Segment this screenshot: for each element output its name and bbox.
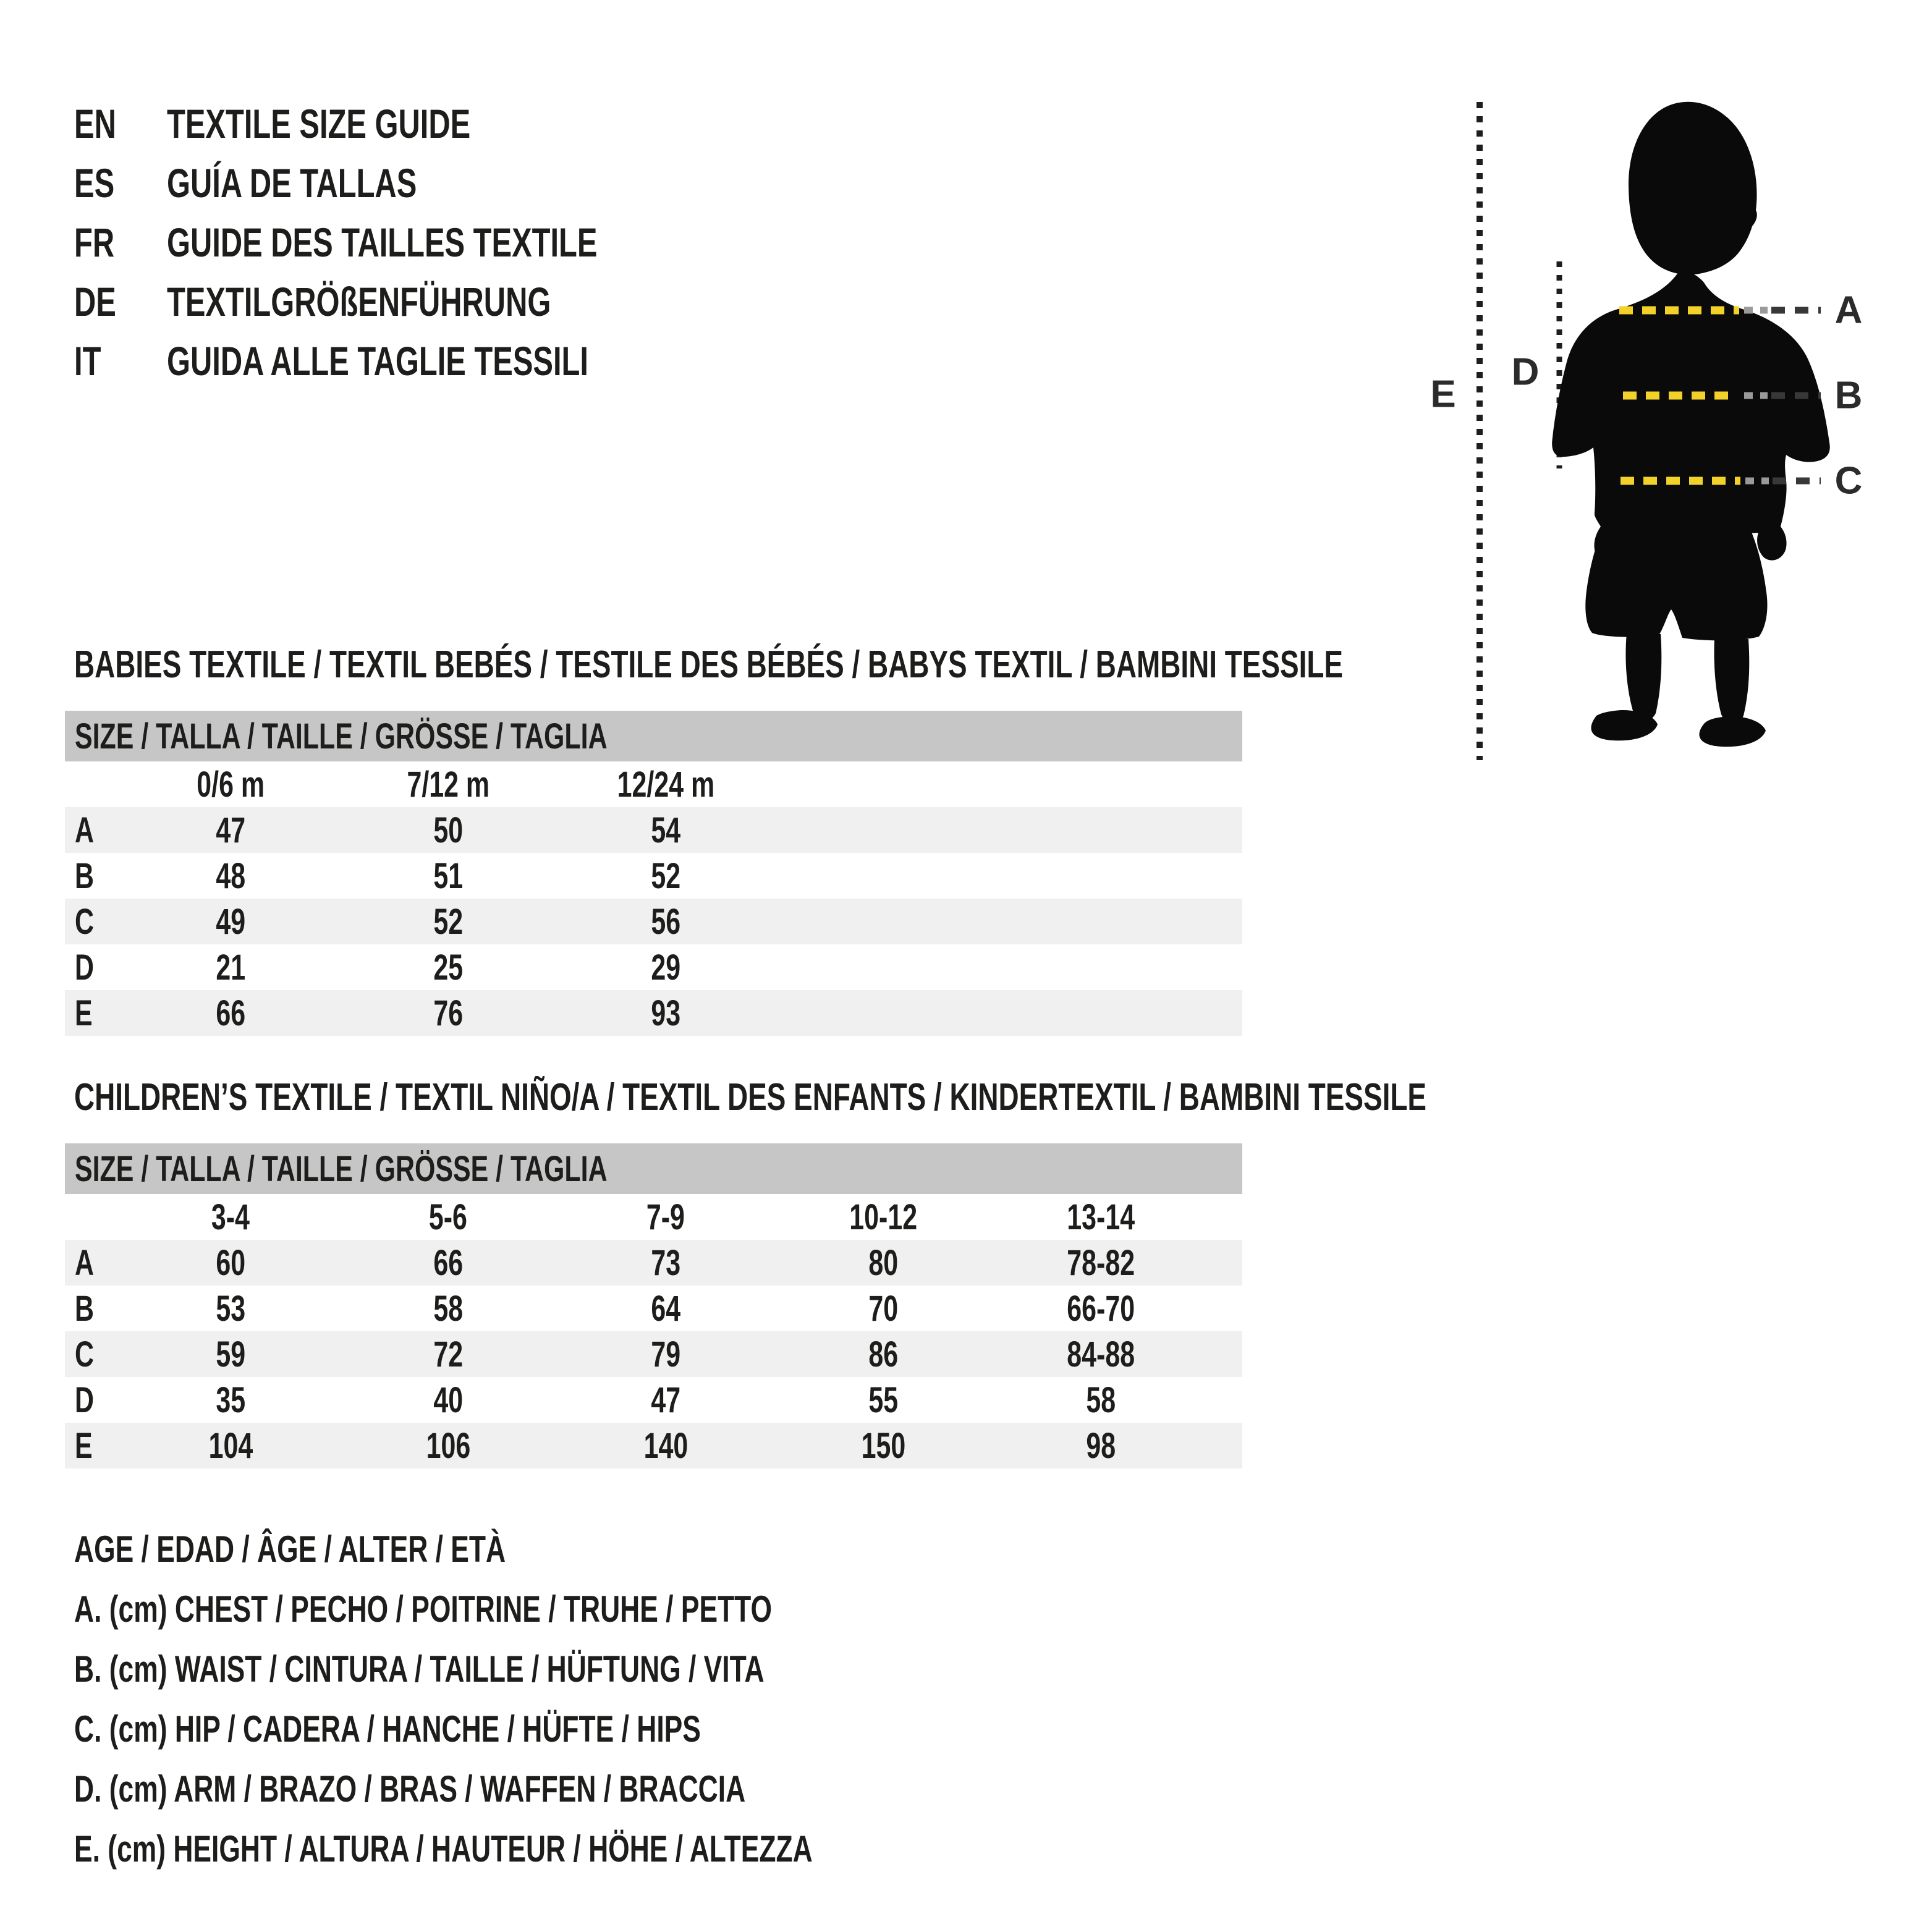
table-value: 54 [651, 810, 680, 850]
table-value: 79 [651, 1334, 680, 1375]
table-value: 73 [651, 1242, 680, 1283]
column-header: 12/24 m [617, 764, 714, 805]
table-value: 64 [651, 1288, 680, 1329]
table-value: 60 [216, 1242, 245, 1283]
table-value: 106 [426, 1425, 470, 1466]
table-value: 51 [433, 855, 463, 896]
column-header: 0/6 m [197, 764, 265, 805]
table-value: 50 [433, 810, 463, 850]
table-row [65, 807, 1242, 853]
babies-size-table [65, 711, 1242, 1036]
legend-line: A. (cm) CHEST / PECHO / POITRINE / TRUHE / PETTO [74, 1588, 773, 1630]
table-value: 53 [216, 1288, 245, 1329]
legend-line: C. (cm) HIP / CADERA / HANCHE / HÜFTE / HIPS [74, 1708, 701, 1750]
table-value: 70 [868, 1288, 898, 1329]
table-value: 35 [216, 1379, 245, 1420]
table-value: 21 [216, 947, 245, 988]
language-title: GUIDA ALLE TAGLIE TESSILI [167, 338, 588, 384]
language-list [74, 94, 748, 391]
column-header: 3-4 [211, 1197, 250, 1237]
table-value: 76 [433, 993, 463, 1033]
children-column-header-row [65, 1194, 1242, 1240]
row-label: E [75, 1425, 93, 1466]
language-title: GUIDE DES TAILLES TEXTILE [167, 219, 598, 265]
table-value: 29 [651, 947, 680, 988]
table-value: 58 [433, 1288, 463, 1329]
table-value: 49 [216, 901, 245, 942]
legend-line: E. (cm) HEIGHT / ALTURA / HAUTEUR / HÖHE / ALTEZZA [74, 1828, 813, 1870]
babies-section-title: BABIES TEXTILE / TEXTIL BEBÉS / TESTILE DES BÉBÉS / BABYS TEXTIL / BAMBINI TESSILE [74, 643, 1343, 686]
legend-line: AGE / EDAD / ÂGE / ALTER / ETÀ [74, 1528, 506, 1570]
table-value: 59 [216, 1334, 245, 1375]
language-code: ES [74, 160, 115, 206]
table-value: 40 [433, 1379, 463, 1420]
column-header: 10-12 [849, 1197, 917, 1237]
row-label: D [75, 947, 94, 988]
language-title: TEXTILGRÖßENFÜHRUNG [167, 279, 551, 324]
row-label: C [75, 901, 94, 942]
children-size-header-bar: SIZE / TALLA / TAILLE / GRÖSSE / TAGLIA [65, 1143, 1242, 1194]
table-value: 66-70 [1067, 1288, 1135, 1329]
table-value: 78-82 [1067, 1242, 1135, 1283]
table-value: 93 [651, 993, 680, 1033]
language-code: DE [74, 279, 116, 324]
language-code: FR [74, 219, 115, 265]
table-row [65, 990, 1242, 1036]
language-title: GUÍA DE TALLAS [167, 160, 417, 206]
row-label: C [75, 1334, 94, 1375]
column-header: 7/12 m [407, 764, 489, 805]
row-label: B [75, 855, 94, 896]
column-header: 5-6 [428, 1197, 468, 1237]
table-row [65, 1240, 1242, 1286]
table-value: 52 [651, 855, 680, 896]
table-value: 72 [433, 1334, 463, 1375]
children-section-title: CHILDREN’S TEXTILE / TEXTIL NIÑO/A / TEXTIL DES ENFANTS / KINDERTEXTIL / BAMBINI TESSILE [74, 1076, 1426, 1119]
table-value: 98 [1086, 1425, 1116, 1466]
table-value: 150 [861, 1425, 905, 1466]
table-value: 47 [216, 810, 245, 850]
babies-size-header-bar: SIZE / TALLA / TAILLE / GRÖSSE / TAGLIA [65, 711, 1242, 761]
row-label: E [75, 993, 93, 1033]
table-value: 66 [216, 993, 245, 1033]
arm-d-label: D [1511, 350, 1540, 394]
table-row [65, 1377, 1242, 1423]
table-row [65, 1331, 1242, 1377]
language-title: TEXTILE SIZE GUIDE [167, 101, 471, 146]
table-value: 52 [433, 901, 463, 942]
table-value: 25 [433, 947, 463, 988]
table-value: 66 [433, 1242, 463, 1283]
measurement-legend [74, 1519, 1072, 1879]
row-label: B [75, 1288, 94, 1329]
table-value: 55 [868, 1379, 898, 1420]
table-value: 86 [868, 1334, 898, 1375]
table-value: 80 [868, 1242, 898, 1283]
table-row [65, 853, 1242, 899]
chest-a-label: A [1834, 289, 1863, 332]
language-code: EN [74, 101, 116, 146]
table-value: 56 [651, 901, 680, 942]
babies-column-header-row [65, 761, 1242, 807]
column-header: 13-14 [1067, 1197, 1135, 1237]
table-row [65, 899, 1242, 944]
table-row [65, 1423, 1242, 1468]
hip-c-label: C [1834, 459, 1863, 502]
row-label: A [75, 1242, 94, 1283]
waist-b-label: B [1834, 374, 1863, 417]
table-value: 84-88 [1067, 1334, 1135, 1375]
row-label: A [75, 810, 94, 850]
legend-line: D. (cm) ARM / BRAZO / BRAS / WAFFEN / BRACCIA [74, 1768, 746, 1810]
table-value: 47 [651, 1379, 680, 1420]
children-size-table [65, 1143, 1242, 1468]
column-header: 7-9 [646, 1197, 685, 1237]
language-code: IT [74, 338, 101, 384]
table-value: 104 [208, 1425, 253, 1466]
row-label: D [75, 1379, 94, 1420]
table-value: 58 [1086, 1379, 1116, 1420]
table-row [65, 944, 1242, 990]
legend-line: B. (cm) WAIST / CINTURA / TAILLE / HÜFTUNG / VITA [74, 1648, 765, 1690]
table-value: 48 [216, 855, 245, 896]
table-value: 140 [643, 1425, 688, 1466]
table-row [65, 1286, 1242, 1331]
height-e-label: E [1430, 373, 1456, 416]
